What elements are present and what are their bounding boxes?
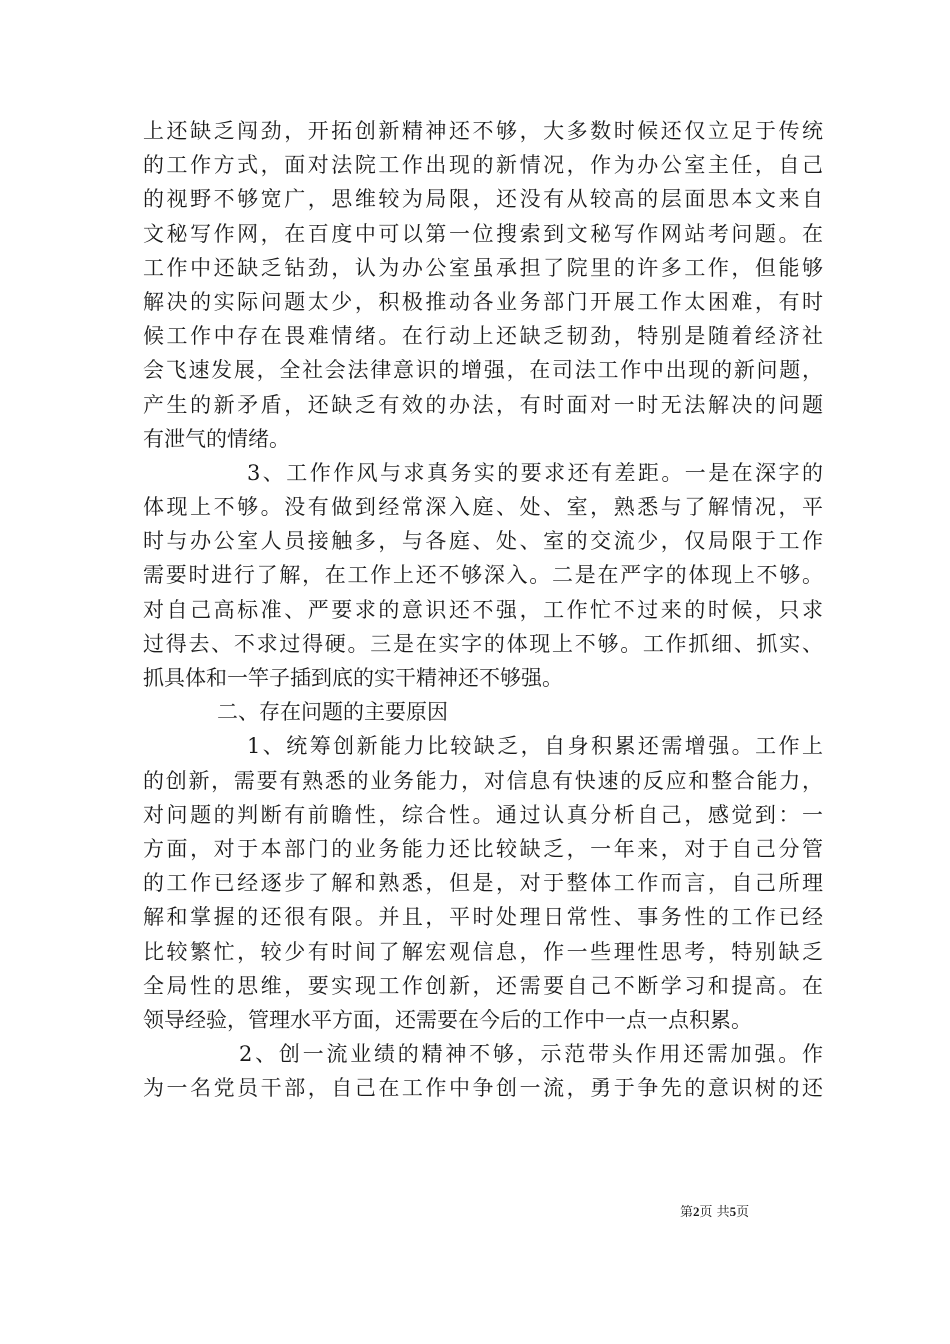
footer-total-pages: 5 [729,1204,737,1219]
text-line: 的视野不够宽广，思维较为局限，还没有从较高的层面思本文来自 [143,187,823,212]
text-line: 比较繁忙，较少有时间了解宏观信息，作一些理性思考，特别缺乏 [143,939,823,964]
footer-suffix: 页 [736,1205,750,1220]
text-line: 方面，对于本部门的业务能力还比较缺乏，一年来，对于自己分管 [143,836,823,861]
text-line: 的创新，需要有熟悉的业务能力，对信息有快速的反应和整合能力， [143,768,823,793]
body-text [143,114,823,1105]
footer-page-number: 2 [693,1204,700,1219]
text-line: 解决的实际问题太少，积极推动各业务部门开展工作太困难，有时 [143,289,823,314]
text-line: 抓具体和一竿子插到底的实干精神还不够强。 [143,666,563,690]
footer-mid: 页 共 [699,1205,730,1220]
text-line: 工作中还缺乏钻劲，认为办公室虽承担了院里的许多工作，但能够 [143,255,823,280]
text-line: 文秘写作网，在百度中可以第一位搜索到文秘写作网站考问题。在 [143,221,823,246]
text-line: 体现上不够。没有做到经常深入庭、处、室，熟悉与了解情况，平 [143,495,823,520]
text-line: 解和掌握的还很有限。并且，平时处理日常性、事务性的工作已经 [143,905,823,930]
text-line: 有泄气的情绪。 [143,426,290,451]
text-line: 需要时进行了解，在工作上还不够深入。二是在严字的体现上不够。 [143,563,823,588]
text-line: 候工作中存在畏难情绪。在行动上还缺乏韧劲，特别是随着经济社 [143,324,823,349]
text-line: 全局性的思维，要实现工作创新，还需要自己不断学习和提高。在 [143,973,823,998]
text-line: 领导经验，管理水平方面，还需要在今后的工作中一点一点积累。 [143,1007,752,1032]
paragraph-heading-3: 3、工作作风与求真务实的要求还有差距。一是在深字的 [247,460,823,485]
section-heading: 二、存在问题的主要原因 [217,700,448,725]
text-line: 的工作方式，面对法院工作出现的新情况，作为办公室主任，自己 [143,153,823,178]
paragraph-heading-1: 1、统筹创新能力比较缺乏，自身积累还需增强。工作上 [247,734,823,759]
text-line: 过得去、不求过得硬。三是在实字的体现上不够。工作抓细、抓实、 [143,631,823,656]
text-line: 会飞速发展，全社会法律意识的增强，在司法工作中出现的新问题， [143,358,823,383]
text-line: 对问题的判断有前瞻性，综合性。通过认真分析自己，感觉到：一 [143,802,823,827]
text-line: 为一名党员干部，自己在工作中争创一流，勇于争先的意识树的还 [143,1076,823,1101]
text-line: 时与办公室人员接触多，与各庭、处、室的交流少，仅局限于工作 [143,529,823,554]
text-line: 对自己高标准、严要求的意识还不强，工作忙不过来的时候，只求 [143,597,823,622]
text-line: 上还缺乏闯劲，开拓创新精神还不够，大多数时候还仅立足于传统 [143,119,823,143]
footer-prefix: 第 [680,1205,694,1220]
text-line: 产生的新矛盾，还缺乏有效的办法，有时面对一时无法解决的问题 [143,392,823,417]
paragraph-heading-2: 2、创一流业绩的精神不够，示范带头作用还需加强。作 [239,1042,823,1067]
text-line: 的工作已经逐步了解和熟悉，但是，对于整体工作而言，自己所理 [143,871,823,896]
page-footer [680,1203,810,1222]
